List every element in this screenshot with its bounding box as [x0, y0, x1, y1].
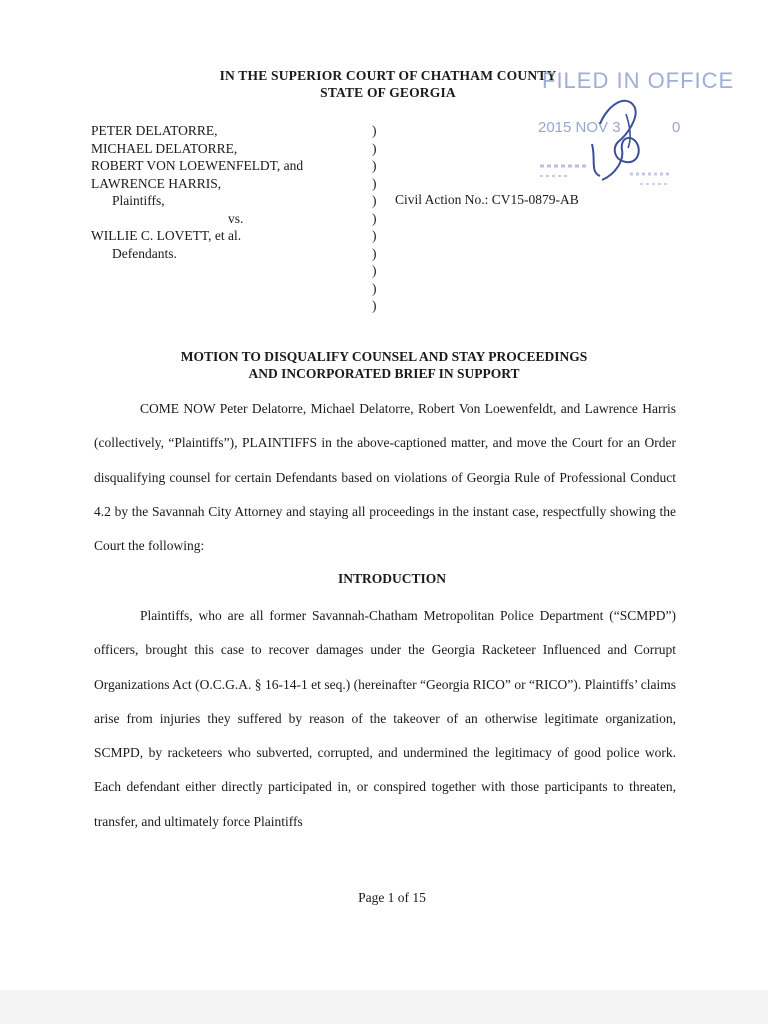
- caption-paren: ): [372, 175, 377, 191]
- filed-stamp-graphic: [530, 64, 735, 204]
- stamp-signature: [592, 101, 639, 180]
- caption-parentheses: [372, 122, 377, 315]
- viewer-margin: [0, 990, 768, 1024]
- caption-paren: ): [372, 210, 377, 226]
- caption-paren: ): [372, 228, 377, 243]
- caption-paren: ): [372, 123, 377, 138]
- stamp-filed-text: FILED IN OFFICE: [542, 68, 735, 93]
- plaintiff-name: ROBERT VON LOEWENFELDT, and: [91, 158, 304, 173]
- introduction-paragraph: Plaintiffs, who are all former Savannah-Chatham Metropolitan Police Department (“SCMPD”) officers, brought this case to recover damages under the Georgia Racketeer Influenced and Corrupt Organizations Act (O.C.G.A. § 16-14-1 et seq.) (hereinafter “Georgia RICO” or “RICO”). Plaintiffs’ claims arise from injuries they suffered by reason of the takeover of an otherwise legitimate organization, SCMPD, by racketeers who subverted, corrupted, and undermined the legitimacy of good police work. Each defendant either directly participated in, or conspired together with those participants to threaten, transfer, and ultimately force Plaintiffs: [94, 608, 676, 829]
- stamp-faded-lines: [540, 166, 670, 184]
- plaintiff-name: PETER DELATORRE,: [91, 123, 218, 138]
- caption-paren: ): [372, 158, 377, 173]
- caption-paren: ): [372, 140, 377, 156]
- section-heading-introduction: INTRODUCTION: [337, 571, 446, 586]
- title-line-2: AND INCORPORATED BRIEF IN SUPPORT: [248, 366, 520, 381]
- page-number: Page 1 of 15: [358, 890, 426, 905]
- caption-paren: ): [372, 280, 377, 296]
- stamp-time-text: 0: [672, 119, 681, 136]
- filed-stamp: [530, 64, 735, 204]
- caption-paren: ): [372, 263, 377, 278]
- plaintiff-name: LAWRENCE HARRIS,: [91, 175, 222, 191]
- stamp-date-text: 2015 NOV 3: [538, 119, 621, 136]
- document-title: [0, 348, 768, 382]
- civil-action-number: Civil Action No.: CV15-0879-AB: [395, 192, 579, 207]
- plaintiffs-label: Plaintiffs,: [112, 193, 165, 208]
- versus-label: vs.: [228, 210, 244, 226]
- opening-paragraph: COME NOW Peter Delatorre, Michael Delatorre, Robert Von Loewenfeldt, and Lawrence Harris (collectively, “Plaintiffs”), PLAINTIFFS in the above-captioned matter, and move the Court for an Order disqualifying counsel for certain Defendants based on violations of Georgia Rule of Professional Conduct 4.2 by the Savannah City Attorney and staying all proceedings in the instant case, respectfully showing the Court the following:: [94, 401, 676, 554]
- caption-paren: ): [372, 245, 377, 261]
- caption-paren: ): [372, 298, 377, 313]
- caption-paren: ): [372, 193, 377, 208]
- caption-parties: [91, 122, 303, 262]
- title-line-1: MOTION TO DISQUALIFY COUNSEL AND STAY PROCEEDINGS: [180, 349, 588, 364]
- defendant-name: WILLIE C. LOVETT, et al.: [91, 228, 242, 243]
- court-name: IN THE SUPERIOR COURT OF CHATHAM COUNTY: [219, 68, 557, 83]
- court-state: STATE OF GEORGIA: [320, 85, 456, 100]
- plaintiff-name: MICHAEL DELATORRE,: [91, 140, 238, 156]
- defendants-label: Defendants.: [112, 245, 177, 261]
